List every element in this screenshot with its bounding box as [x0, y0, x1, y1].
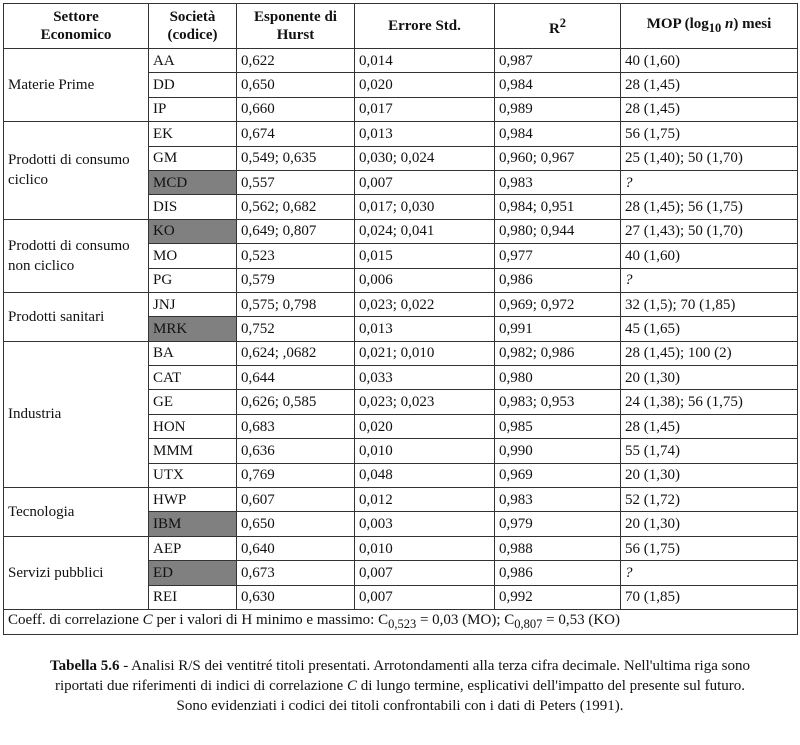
mop-cell: 40 (1,60) [621, 49, 798, 73]
r2-cell: 0,983 [495, 488, 621, 512]
company-code-cell: GM [149, 146, 237, 170]
stderr-cell: 0,033 [355, 366, 495, 390]
r2-cell: 0,980 [495, 366, 621, 390]
r2-cell: 0,979 [495, 512, 621, 536]
hurst-cell: 0,630 [237, 585, 355, 609]
stderr-cell: 0,013 [355, 122, 495, 146]
stderr-cell: 0,023; 0,022 [355, 292, 495, 316]
mop-cell: ? [621, 268, 798, 292]
table-row [4, 488, 798, 512]
company-code-cell: MMM [149, 439, 237, 463]
hurst-cell: 0,683 [237, 414, 355, 438]
mop-cell: 45 (1,65) [621, 317, 798, 341]
stderr-cell: 0,048 [355, 463, 495, 487]
hurst-cell: 0,673 [237, 561, 355, 585]
r2-cell: 0,969 [495, 463, 621, 487]
company-code-cell: PG [149, 268, 237, 292]
company-code-cell: REI [149, 585, 237, 609]
r2-cell: 0,969; 0,972 [495, 292, 621, 316]
r2-cell: 0,990 [495, 439, 621, 463]
company-code-cell: DD [149, 73, 237, 97]
stderr-cell: 0,007 [355, 585, 495, 609]
r2-cell: 0,985 [495, 414, 621, 438]
r2-cell: 0,988 [495, 536, 621, 560]
hurst-cell: 0,674 [237, 122, 355, 146]
mop-cell: 28 (1,45); 56 (1,75) [621, 195, 798, 219]
stderr-cell: 0,023; 0,023 [355, 390, 495, 414]
r2-cell: 0,991 [495, 317, 621, 341]
mop-cell: 20 (1,30) [621, 463, 798, 487]
sector-cell: Industria [4, 341, 149, 487]
mop-cell: 70 (1,85) [621, 585, 798, 609]
correlation-note: Coeff. di correlazione C per i valori di H minimo e massimo: $C_{0,523} = 0,03$ (MO); $C_{0,807} = 0,53$ (KO) [4, 609, 798, 634]
mop-cell: 24 (1,38); 56 (1,75) [621, 390, 798, 414]
stderr-cell: 0,017 [355, 97, 495, 121]
hurst-cell: 0,579 [237, 268, 355, 292]
table-row [4, 49, 798, 73]
company-code-cell: HON [149, 414, 237, 438]
sector-cell: Prodotti sanitari [4, 292, 149, 341]
company-code-cell: DIS [149, 195, 237, 219]
stderr-cell: 0,012 [355, 488, 495, 512]
r2-cell: 0,983; 0,953 [495, 390, 621, 414]
hurst-cell: 0,622 [237, 49, 355, 73]
hurst-cell: 0,650 [237, 512, 355, 536]
stderr-cell: 0,021; 0,010 [355, 341, 495, 365]
stderr-cell: 0,020 [355, 73, 495, 97]
stderr-cell: 0,007 [355, 561, 495, 585]
company-code-cell: HWP [149, 488, 237, 512]
header-sector: Settore Economico [4, 4, 149, 49]
hurst-cell: 0,752 [237, 317, 355, 341]
header-mop: MOP ($\log_{10}$ n) mesi [621, 4, 798, 49]
r2-cell: 0,977 [495, 244, 621, 268]
mop-cell: 27 (1,43); 50 (1,70) [621, 219, 798, 243]
mop-cell: 32 (1,5); 70 (1,85) [621, 292, 798, 316]
sector-cell: Prodotti di consumo non ciclico [4, 219, 149, 292]
hurst-cell: 0,650 [237, 73, 355, 97]
r2-cell: 0,984 [495, 73, 621, 97]
company-code-cell: MCD [149, 170, 237, 194]
mop-cell: 40 (1,60) [621, 244, 798, 268]
r2-cell: 0,983 [495, 170, 621, 194]
r2-cell: 0,986 [495, 561, 621, 585]
hurst-cell: 0,640 [237, 536, 355, 560]
r2-cell: 0,984; 0,951 [495, 195, 621, 219]
mop-cell: 20 (1,30) [621, 366, 798, 390]
mop-cell: ? [621, 561, 798, 585]
hurst-cell: 0,769 [237, 463, 355, 487]
hurst-cell: 0,562; 0,682 [237, 195, 355, 219]
r2-cell: 0,960; 0,967 [495, 146, 621, 170]
company-code-cell: CAT [149, 366, 237, 390]
company-code-cell: IBM [149, 512, 237, 536]
header-hurst: Esponente di Hurst [237, 4, 355, 49]
stderr-cell: 0,030; 0,024 [355, 146, 495, 170]
company-code-cell: IP [149, 97, 237, 121]
footer-row [4, 609, 798, 634]
hurst-analysis-table [3, 3, 798, 635]
company-code-cell: MRK [149, 317, 237, 341]
hurst-cell: 0,575; 0,798 [237, 292, 355, 316]
mop-cell: 25 (1,40); 50 (1,70) [621, 146, 798, 170]
sector-cell: Materie Prime [4, 49, 149, 122]
stderr-cell: 0,020 [355, 414, 495, 438]
mop-cell: 28 (1,45); 100 (2) [621, 341, 798, 365]
mop-cell: 20 (1,30) [621, 512, 798, 536]
mop-cell: ? [621, 170, 798, 194]
table-row [4, 292, 798, 316]
company-code-cell: KO [149, 219, 237, 243]
stderr-cell: 0,015 [355, 244, 495, 268]
mop-cell: 28 (1,45) [621, 73, 798, 97]
hurst-cell: 0,649; 0,807 [237, 219, 355, 243]
stderr-cell: 0,010 [355, 536, 495, 560]
hurst-cell: 0,644 [237, 366, 355, 390]
stderr-cell: 0,017; 0,030 [355, 195, 495, 219]
sector-cell: Servizi pubblici [4, 536, 149, 609]
stderr-cell: 0,013 [355, 317, 495, 341]
r2-cell: 0,980; 0,944 [495, 219, 621, 243]
mop-cell: 56 (1,75) [621, 536, 798, 560]
header-row [4, 4, 798, 49]
hurst-cell: 0,626; 0,585 [237, 390, 355, 414]
company-code-cell: AA [149, 49, 237, 73]
stderr-cell: 0,003 [355, 512, 495, 536]
sector-cell: Tecnologia [4, 488, 149, 537]
header-stderr: Errore Std. [355, 4, 495, 49]
r2-cell: 0,986 [495, 268, 621, 292]
company-code-cell: UTX [149, 463, 237, 487]
stderr-cell: 0,014 [355, 49, 495, 73]
header-r2: $R^2$ [495, 4, 621, 49]
company-code-cell: MO [149, 244, 237, 268]
table-row [4, 536, 798, 560]
sector-cell: Prodotti di consumo ciclico [4, 122, 149, 220]
mop-cell: 56 (1,75) [621, 122, 798, 146]
hurst-cell: 0,557 [237, 170, 355, 194]
table-caption: Tabella 5.6 - Analisi R/S dei ventitré titoli presentati. Arrotondamenti alla terza cifra decimale. Nell'ultima riga sono riportati due riferimenti di indici di correlazione C di lungo termine, esplicativi dell'impatto del presente sul futuro. Sono evidenziati i codici dei titoli confrontabili con i dati di Peters (1991). [50, 658, 750, 714]
table-row [4, 341, 798, 365]
mop-cell: 28 (1,45) [621, 414, 798, 438]
stderr-cell: 0,024; 0,041 [355, 219, 495, 243]
mop-cell: 28 (1,45) [621, 97, 798, 121]
company-code-cell: ED [149, 561, 237, 585]
hurst-cell: 0,660 [237, 97, 355, 121]
stderr-cell: 0,007 [355, 170, 495, 194]
hurst-cell: 0,549; 0,635 [237, 146, 355, 170]
company-code-cell: JNJ [149, 292, 237, 316]
mop-cell: 52 (1,72) [621, 488, 798, 512]
r2-cell: 0,984 [495, 122, 621, 146]
company-code-cell: GE [149, 390, 237, 414]
stderr-cell: 0,006 [355, 268, 495, 292]
mop-cell: 55 (1,74) [621, 439, 798, 463]
hurst-cell: 0,523 [237, 244, 355, 268]
table-row [4, 219, 798, 243]
r2-cell: 0,987 [495, 49, 621, 73]
stderr-cell: 0,010 [355, 439, 495, 463]
company-code-cell: AEP [149, 536, 237, 560]
r2-cell: 0,992 [495, 585, 621, 609]
hurst-cell: 0,624; ,0682 [237, 341, 355, 365]
header-company: Società (codice) [149, 4, 237, 49]
hurst-cell: 0,636 [237, 439, 355, 463]
company-code-cell: BA [149, 341, 237, 365]
company-code-cell: EK [149, 122, 237, 146]
table-body [4, 49, 798, 610]
hurst-cell: 0,607 [237, 488, 355, 512]
r2-cell: 0,989 [495, 97, 621, 121]
table-row [4, 122, 798, 146]
r2-cell: 0,982; 0,986 [495, 341, 621, 365]
